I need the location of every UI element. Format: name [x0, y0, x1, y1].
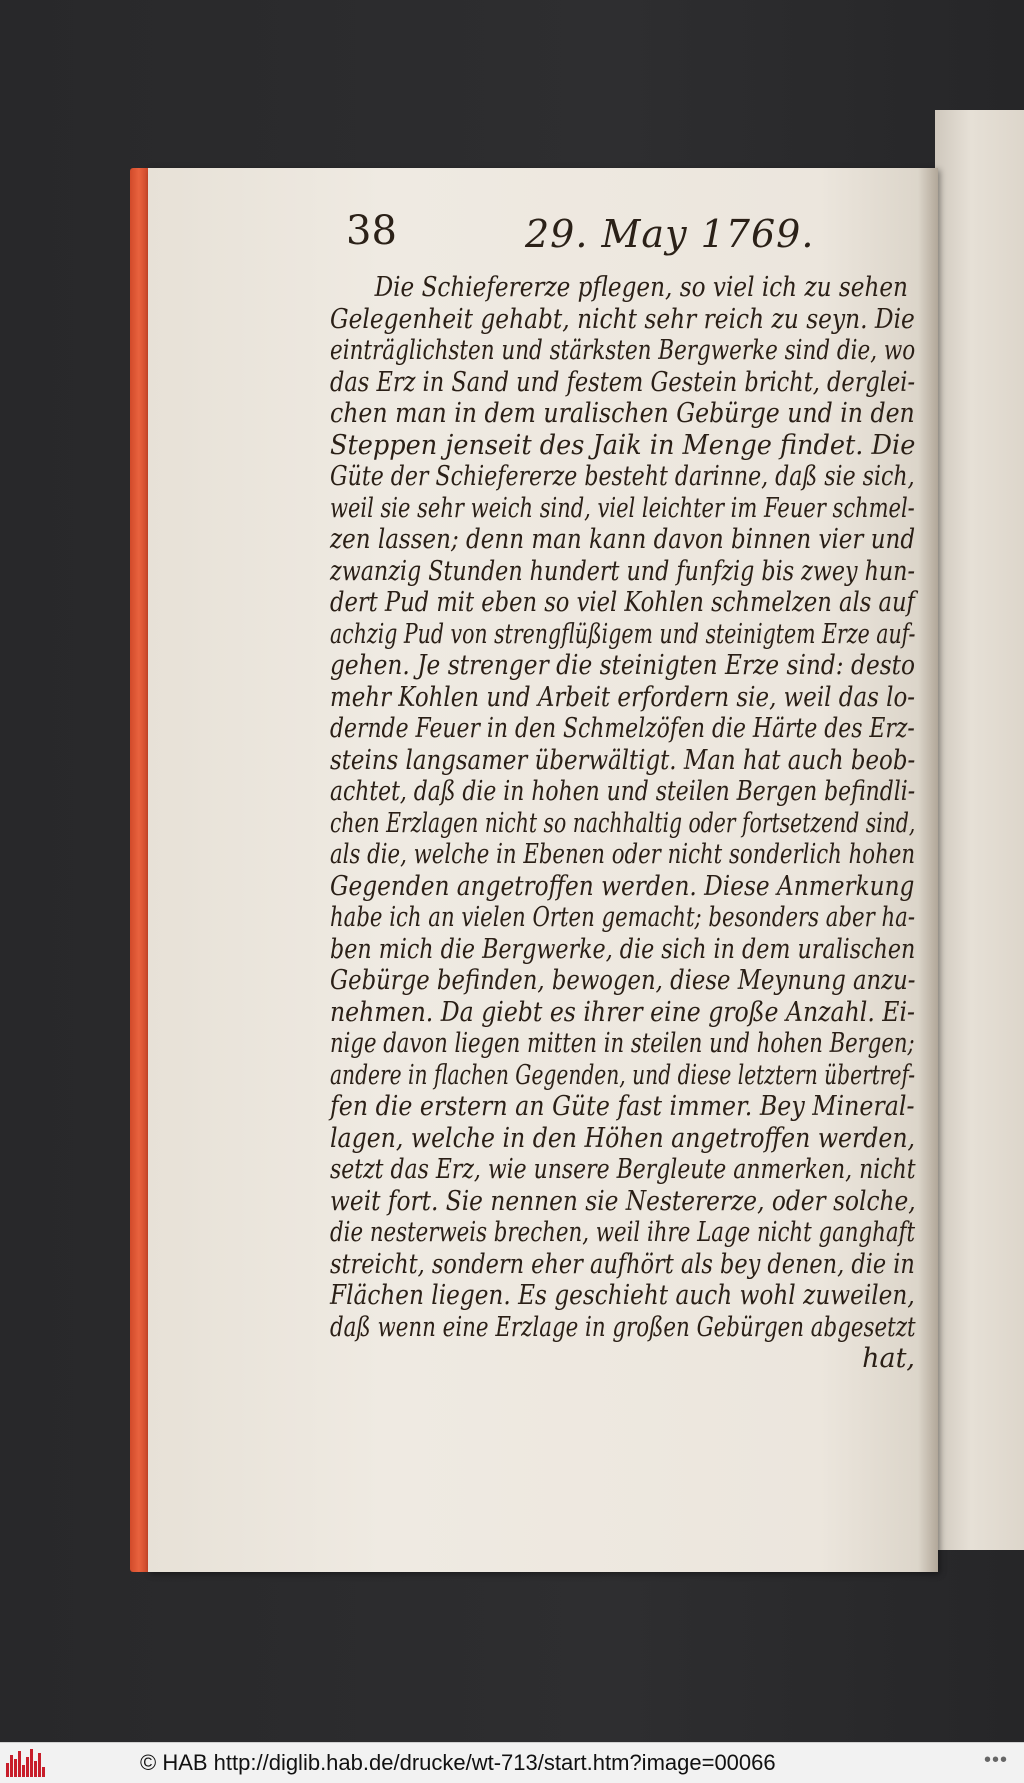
text-line: streicht, sondern eher aufhört als bey denen, die in	[330, 1248, 915, 1280]
logo-bar	[10, 1755, 13, 1777]
text-line: Die Schiefererze pflegen, so viel ich zu sehen	[374, 272, 908, 303]
text-line: weit fort. Sie nennen sie Nestererze, oder solche,	[330, 1185, 916, 1217]
text-line: die nesterweis brechen, weil ihre Lage nicht ganghaft	[330, 1217, 916, 1248]
logo-bar	[22, 1765, 25, 1777]
logo-bar	[14, 1759, 17, 1777]
text-line: zwanzig Stunden hundert und funfzig bis zwey hun-	[330, 555, 915, 587]
text-line: Steppen jenseit des Jaik in Menge findet. Die	[330, 429, 916, 461]
text-line: Gegenden angetroffen werden. Diese Anmerkung	[330, 870, 915, 902]
footer-bar	[0, 1742, 1024, 1783]
text-line: einträglichsten und stärksten Bergwerke sind die, wo	[330, 335, 916, 366]
text-line: chen man in dem uralischen Gebürge und in den	[330, 398, 915, 429]
text-line: achzig Pud von strengflüßigem und steinigtem Erze auf-	[330, 618, 916, 650]
text-line: das Erz in Sand und festem Gestein bricht, derglei-	[330, 366, 916, 398]
text-line: nehmen. Da giebt es ihrer eine große Anzahl. Ei-	[330, 996, 916, 1028]
text-line: daß wenn eine Erzlage in großen Gebürgen abgesetzt	[330, 1311, 916, 1343]
text-line: gehen. Je strenger die steinigten Erze sind: desto	[330, 650, 916, 681]
text-line: Gelegenheit gehabt, nicht sehr reich zu seyn. Die	[330, 303, 915, 335]
text-line: andere in flachen Gegenden, und diese letztern übertref-	[330, 1059, 916, 1091]
facing-page-edge	[935, 110, 1024, 1550]
text-line: dert Pud mit eben so viel Kohlen schmelzen als auf	[330, 587, 915, 618]
text-line: ben mich die Bergwerke, die sich in dem uralischen	[330, 933, 916, 965]
running-head: 29. May 1769.	[525, 212, 815, 256]
text-line: Gebürge befinden, bewogen, diese Meynung anzu-	[330, 965, 916, 996]
text-line: zen lassen; denn man kann davon binnen vier und	[330, 524, 916, 555]
text-line: setzt das Erz, wie unsere Bergleute anmerken, nicht	[330, 1154, 916, 1185]
text-line: achtet, daß die in hohen und steilen Bergen befindli-	[330, 776, 916, 807]
text-line: dernde Feuer in den Schmelzöfen die Härte des Erz-	[330, 713, 915, 744]
text-line: fen die erstern an Güte fast immer. Bey Mineral-	[330, 1091, 915, 1122]
text-line: chen Erzlagen nicht so nachhaltig oder fortsetzend sind,	[330, 807, 916, 839]
logo-bar	[26, 1757, 29, 1777]
copyright-url[interactable]: © HAB http://diglib.hab.de/drucke/wt-713/start.htm?image=00066	[140, 1750, 776, 1775]
logo-bar	[30, 1749, 33, 1777]
logo-bar	[18, 1751, 21, 1777]
body-text	[330, 272, 915, 1375]
text-line: als die, welche in Ebenen oder nicht sonderlich hohen	[330, 839, 916, 870]
hab-logo-icon	[6, 1749, 46, 1777]
text-line: nige davon liegen mitten in steilen und hohen Bergen;	[330, 1028, 915, 1059]
more-menu-icon[interactable]: •••	[983, 1749, 1008, 1771]
text-line: Güte der Schiefererze besteht darinne, daß sie sich,	[330, 461, 915, 492]
logo-bar	[38, 1753, 41, 1777]
page-number: 38	[346, 208, 397, 254]
logo-bar	[6, 1763, 9, 1777]
text-line: steins langsamer überwältigt. Man hat auch beob-	[330, 744, 916, 776]
text-line: habe ich an vielen Orten gemacht; besonders aber ha-	[330, 902, 915, 933]
text-line: Flächen liegen. Es geschieht auch wohl zuweilen,	[330, 1280, 915, 1311]
catchword: hat,	[862, 1343, 915, 1374]
text-line: lagen, welche in den Höhen angetroffen werden,	[330, 1122, 916, 1154]
page-gutter-shadow	[918, 168, 938, 1572]
logo-bar	[42, 1767, 45, 1777]
text-line: weil sie sehr weich sind, viel leichter im Feuer schmel-	[330, 492, 915, 524]
logo-bar	[34, 1761, 37, 1777]
text-line: mehr Kohlen und Arbeit erfordern sie, weil das lo-	[330, 681, 916, 713]
